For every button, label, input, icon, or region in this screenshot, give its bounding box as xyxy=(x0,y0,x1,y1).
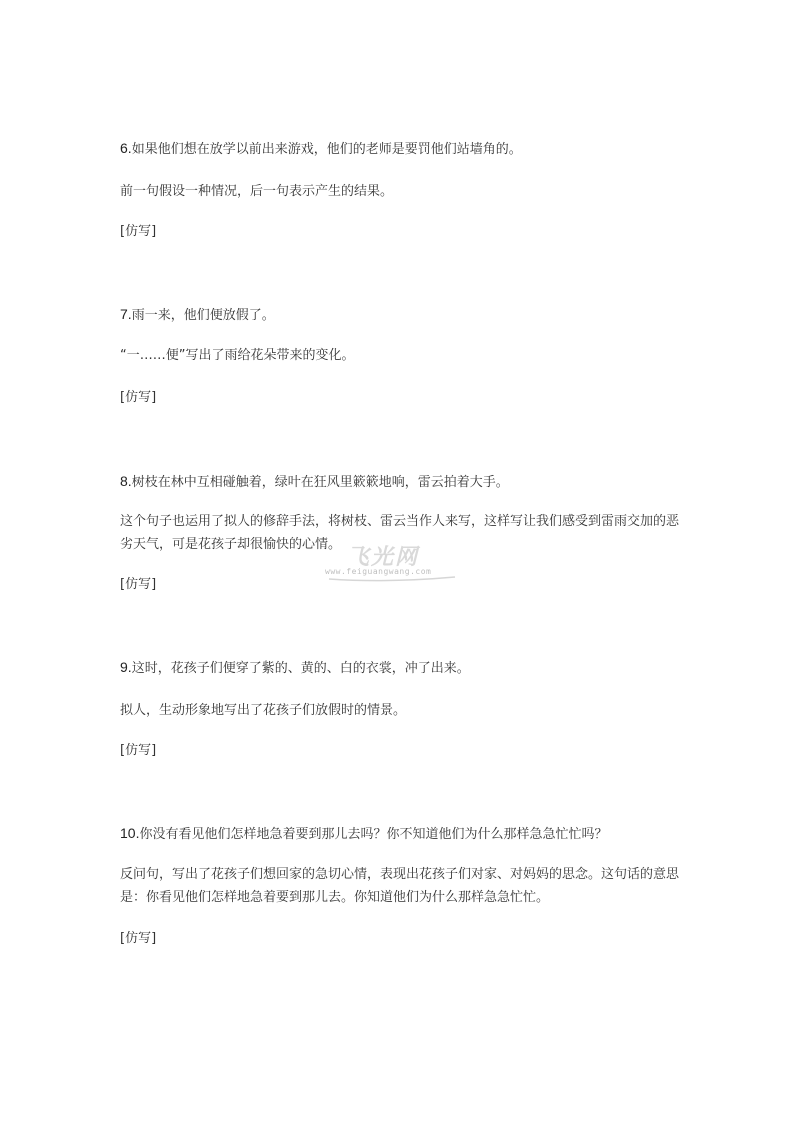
watermark-logo: 飞光网 xyxy=(347,544,420,570)
item-6-number: 6. xyxy=(120,140,132,156)
item-10-sentence: 你没有看见他们怎样地急着要到那儿去吗？你不知道他们为什么那样急急忙忙吗？ xyxy=(139,827,608,842)
item-8-practice-label: [仿写] xyxy=(120,577,157,592)
item-9-sentence-line xyxy=(120,657,470,679)
item-10-practice-label: [仿写] xyxy=(120,931,157,946)
item-7-sentence-line xyxy=(120,304,275,326)
item-8-sentence-line xyxy=(120,471,509,493)
item-7-number: 7. xyxy=(120,306,132,322)
item-6-practice-label: [仿写] xyxy=(120,224,157,239)
item-8-explanation: 这个句子也运用了拟人的修辞手法，将树枝、雷云当作人来写，这样写让我们感受到雷雨交加的恶劣天气，可是花孩子却很愉快的心情。 xyxy=(120,514,680,552)
item-10-explanation: 反问句，写出了花孩子们想回家的急切心情，表现出花孩子们对家、对妈妈的思念。这句话的意思是：你看见他们怎样地急着要到那儿去。你知道他们为什么那样急急忙忙。 xyxy=(120,867,680,905)
item-6-sentence: 如果他们想在放学以前出来游戏，他们的老师是要罚他们站墙角的。 xyxy=(131,142,522,157)
item-9-explanation: 拟人，生动形象地写出了花孩子们放假时的情景。 xyxy=(120,703,407,718)
item-8-number: 8. xyxy=(120,473,132,489)
item-9-number: 9. xyxy=(120,659,132,675)
item-10-number: 10. xyxy=(120,825,140,841)
item-9-sentence: 这时，花孩子们便穿了紫的、黄的、白的衣裳，冲了出来。 xyxy=(131,661,470,676)
watermark-swoosh-icon xyxy=(327,574,457,584)
item-7-explanation: “一……便”写出了雨给花朵带来的变化。 xyxy=(120,348,355,363)
item-9-practice-label: [仿写] xyxy=(120,743,157,758)
item-6-sentence-line xyxy=(120,138,522,160)
item-7-sentence: 雨一来，他们便放假了。 xyxy=(131,308,275,323)
item-8-sentence: 树枝在林中互相碰触着，绿叶在狂风里簌簌地响，雷云拍着大手。 xyxy=(131,475,509,490)
item-6-explanation: 前一句假设一种情况，后一句表示产生的结果。 xyxy=(120,184,394,199)
watermark-url: www.feiguangwang.com xyxy=(325,567,432,576)
item-7-practice-label: [仿写] xyxy=(120,390,157,405)
item-10-sentence-line xyxy=(120,823,607,845)
